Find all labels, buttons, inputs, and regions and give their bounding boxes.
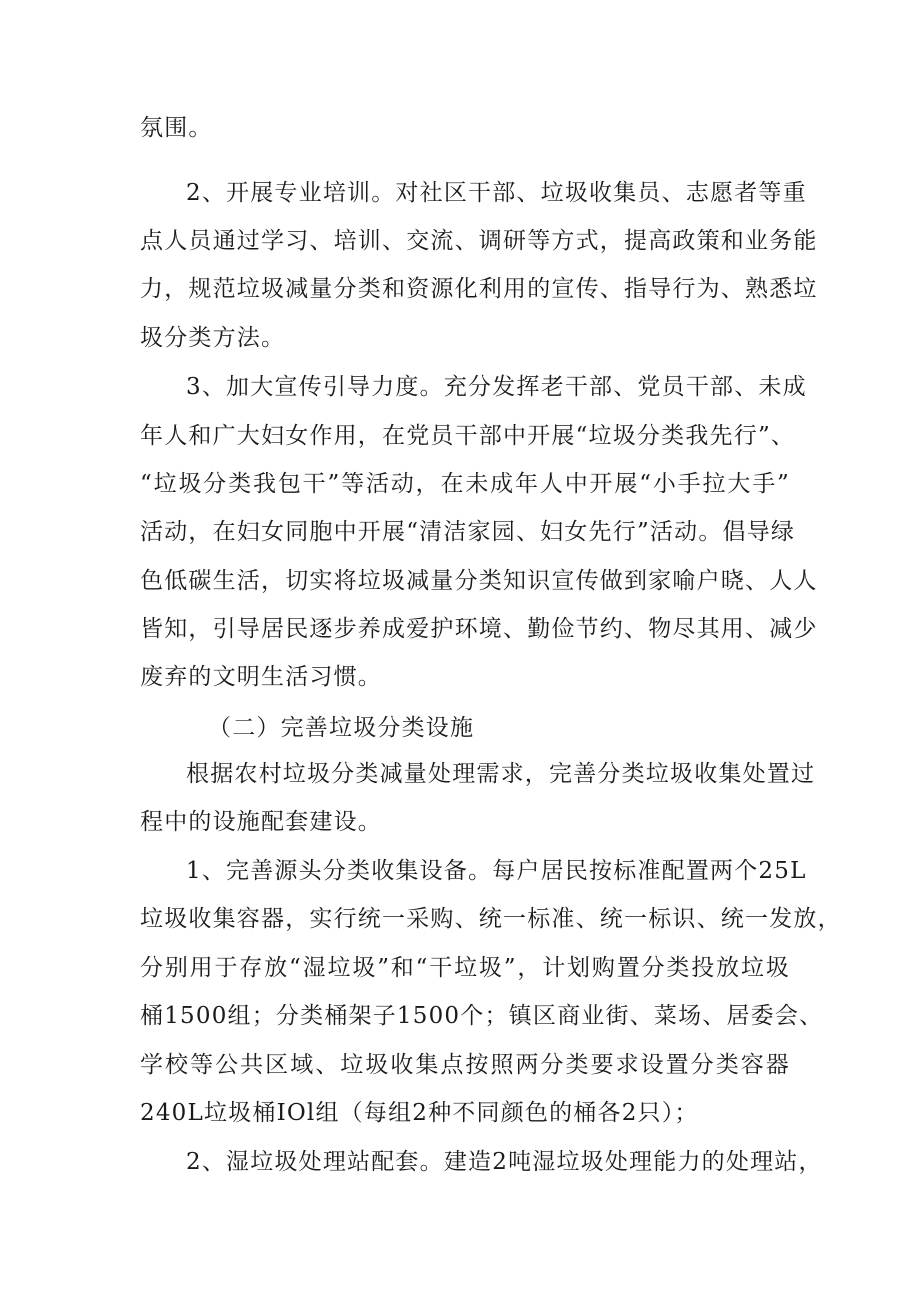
text-line: 力，规范垃圾减量分类和资源化利用的宣传、指导行为、熟悉垃: [140, 276, 818, 302]
text-line: “垃圾分类我包干”等活动，在未成年人中开展“小手拉大手”: [140, 471, 790, 497]
text-line: 年人和广大妇女作用，在党员干部中开展“垃圾分类我先行”、: [140, 423, 796, 449]
text-line: 2、湿垃圾处理站配套。建造2吨湿垃圾处理能力的处理站，: [186, 1149, 823, 1175]
text-line: 桶1500组；分类桶架子1500个；镇区商业街、菜场、居委会、: [140, 1003, 824, 1029]
text-line: 根据农村垃圾分类减量处理需求，完善分类垃圾收集处置过: [186, 761, 816, 787]
text-line: 1、完善源头分类收集设备。每户居民按标准配置两个25L: [186, 858, 807, 884]
text-line: 240L垃圾桶IOl组（每组2种不同颜色的桶各2只）；: [140, 1100, 699, 1126]
text-line: 3、加大宣传引导力度。充分发挥老干部、党员干部、未成: [186, 374, 807, 400]
text-line: 学校等公共区域、垃圾收集点按照两分类要求设置分类容器: [140, 1052, 790, 1078]
text-line: 皆知，引导居民逐步养成爱护环境、勤俭节约、物尽其用、减少: [140, 616, 818, 642]
text-line: 废弃的文明生活习惯。: [140, 664, 382, 690]
section-heading: （二）完善垃圾分类设施: [208, 715, 475, 741]
text-line: 活动，在妇女同胞中开展“清洁家园、妇女先行”活动。倡导绿: [140, 519, 796, 545]
text-line: 点人员通过学习、培训、交流、调研等方式，提高政策和业务能: [140, 228, 818, 254]
text-line: 圾分类方法。: [140, 325, 286, 351]
text-line: 程中的设施配套建设。: [140, 809, 382, 835]
text-line: 2、开展专业培训。对社区干部、垃圾收集员、志愿者等重: [186, 180, 807, 206]
text-line: 氛围。: [140, 115, 213, 141]
text-line: 垃圾收集容器，实行统一采购、统一标准、统一标识、统一发放，: [140, 906, 842, 932]
text-line: 色低碳生活，切实将垃圾减量分类知识宣传做到家喻户晓、人人: [140, 568, 818, 594]
text-line: 分别用于存放“湿垃圾”和“干垃圾”，计划购置分类投放垃圾: [140, 955, 790, 981]
